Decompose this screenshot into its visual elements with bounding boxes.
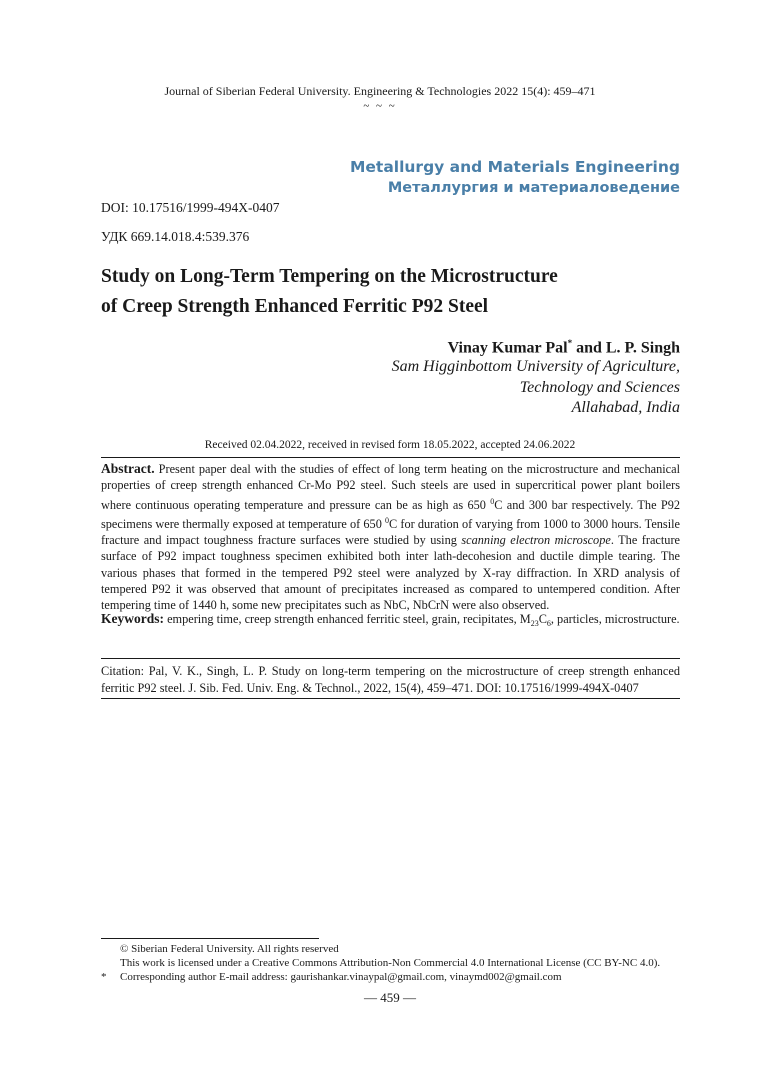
subscript: 23	[530, 619, 539, 628]
footnote-license: This work is licensed under a Creative Commons Attribution-Non Commercial 4.0 International License (CC BY-NC 4.0).	[120, 957, 661, 969]
abstract-text: Present paper deal with the studies of effect of long term heating on the microstructure and mechanical properties of creep strength enhanced Cr-Mo P92 steel. Such steels are used in supercritical power plant boilers where continuous operating temperature and pressure can be as high as 650	[101, 462, 680, 512]
header-separator: ~ ~ ~	[363, 100, 397, 112]
divider-top	[101, 457, 680, 458]
degree-mark: 0	[490, 496, 495, 506]
udk-code: УДК 669.14.018.4:539.376	[101, 229, 250, 244]
abstract-text: . The fracture surface of P92 impact toughness specimen exhibited both inter lath-decohesion and ductile dimple tearing. The various phases that formed in the tempered P92 steel were analyzed by X-ray diffraction. In XRD analysis of tempered P92 it was observed that amount of precipitates increased as compared to untempered condition. After tempering time of 1440 h, some new precipitates such as NbC, NbCrN were also observed.	[101, 533, 680, 613]
section-title-russian: Металлургия и материаловедение	[387, 180, 680, 196]
abstract-text: C for duration of varying from 1000 to 3000 hours. Tensile fracture and impact toughness fracture surfaces were studied by using	[101, 516, 680, 548]
corresponding-mark: *	[567, 338, 573, 348]
affiliation-line-2: Technology and Sciences	[519, 378, 680, 396]
affiliation-line-1: Sam Higginbottom University of Agriculture,	[391, 358, 680, 375]
received-dates: Received 02.04.2022, received in revised form 18.05.2022, accepted 24.06.2022	[204, 439, 576, 451]
abstract-italic-term: scanning electron microscope	[461, 533, 611, 548]
footnote-mark: *	[101, 971, 107, 983]
authors	[448, 338, 680, 357]
doi: DOI: 10.17516/1999-494X-0407	[101, 200, 280, 215]
abstract-label: Abstract.	[101, 461, 155, 476]
keywords-text: , particles, microstructure.	[550, 612, 680, 626]
page-number: — 459 —	[364, 990, 416, 1005]
paper-title	[101, 262, 661, 322]
divider-citation-bottom	[101, 698, 680, 699]
abstract-text: C and 300 bar respectively. The P92 specimens were thermally exposed at temperature of 650	[101, 497, 680, 531]
subscript: 6	[546, 619, 551, 628]
affiliation-line-3: Allahabad, India	[571, 399, 680, 416]
keywords-text: C	[538, 612, 547, 626]
citation: Citation: Pal, V. K., Singh, L. P. Study on long-term tempering on the microstructure of creep strength enhanced ferritic P92 steel. J. Sib. Fed. Univ. Eng. & Technol., 2022, 15(4), 459–471. DOI: 10.17516/1999-494X-0407	[101, 664, 680, 695]
section-title-english: Metallurgy and Materials Engineering	[349, 158, 680, 176]
abstract	[101, 461, 680, 614]
keywords-label: Keywords:	[101, 611, 164, 626]
author-first: Vinay Kumar Pal	[447, 339, 568, 357]
title-line-1: Study on Long-Term Tempering on the Microstructure	[101, 266, 558, 287]
affiliation	[392, 357, 680, 419]
footnote-rule	[101, 938, 319, 939]
degree-mark: 0	[385, 515, 390, 525]
keywords	[101, 611, 680, 632]
title-line-2: of Creep Strength Enhanced Ferritic P92 Steel	[101, 296, 489, 317]
footnote-corresponding: Corresponding author E-mail address: gaurishankar.vinaypal@gmail.com, vinaymd002@gmail.com	[120, 971, 562, 983]
divider-citation-top	[101, 658, 680, 659]
author-rest: and L. P. Singh	[572, 339, 680, 357]
journal-header: Journal of Siberian Federal University. Engineering & Technologies 2022 15(4): 459–471	[164, 84, 596, 98]
keywords-text: empering time, creep strength enhanced ferritic steel, grain, recipitates, M	[164, 612, 531, 626]
footnote-copyright: © Siberian Federal University. All rights reserved	[120, 943, 339, 955]
